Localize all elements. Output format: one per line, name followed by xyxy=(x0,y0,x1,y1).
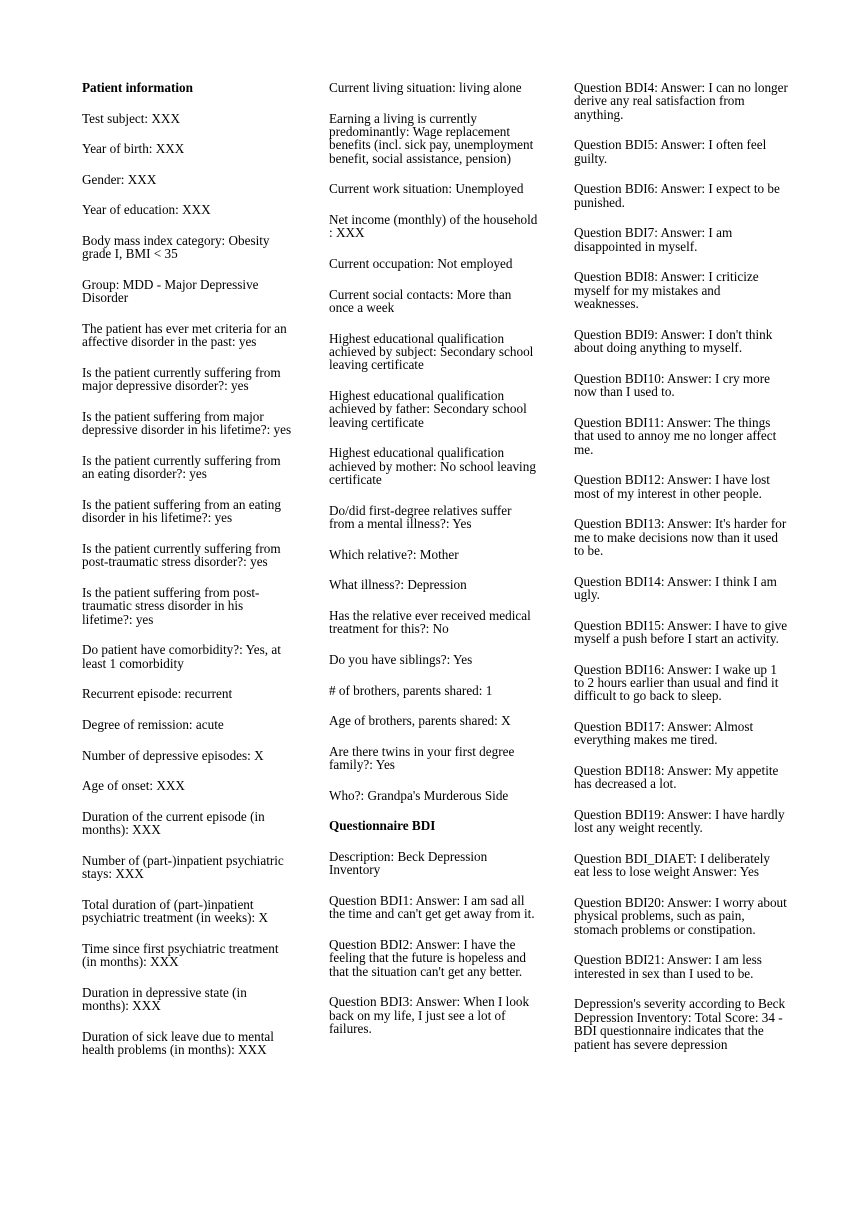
field-paragraph: Test subject: XXX xyxy=(82,110,180,126)
field-paragraph: Duration of sick leave due to mental health problems (in months): XXX xyxy=(82,1028,274,1058)
field-paragraph: Recurrent episode: recurrent xyxy=(82,686,233,702)
field-paragraph: Do/did first-degree relatives suffer from a mental illness?: Yes xyxy=(329,502,512,532)
field-paragraph: Question BDI8: Answer: I criticize myself for my mistakes and weaknesses. xyxy=(574,269,759,312)
field-paragraph: Question BDI3: Answer: When I look back on my life, I just see a lot of failures. xyxy=(329,994,530,1037)
field-paragraph: Degree of remission: acute xyxy=(82,716,224,732)
field-paragraph: Is the patient suffering from an eating disorder in his lifetime?: yes xyxy=(82,496,281,526)
field-paragraph: Net income (monthly) of the household : XXX xyxy=(329,212,538,241)
field-paragraph: Age of brothers, parents shared: X xyxy=(329,713,511,729)
field-paragraph: Question BDI9: Answer: I don't think about doing anything to myself. xyxy=(574,326,773,356)
field-paragraph: Is the patient currently suffering from an eating disorder?: yes xyxy=(82,452,281,482)
field-paragraph: Question BDI11: Answer: The things that used to annoy me no longer affect me. xyxy=(574,414,777,457)
field-paragraph: Year of birth: XXX xyxy=(82,141,185,157)
field-paragraph: Time since first psychiatric treatment (in months): XXX xyxy=(82,940,279,970)
field-paragraph: Question BDI16: Answer: I wake up 1 to 2 hours earlier than usual and find it difficult to go back to sleep. xyxy=(574,661,779,704)
field-paragraph: Number of depressive episodes: X xyxy=(82,747,264,763)
field-paragraph: Group: MDD - Major Depressive Disorder xyxy=(82,276,259,306)
field-paragraph: Question BDI21: Answer: I am less interested in sex than I used to be. xyxy=(574,952,762,981)
column-middle xyxy=(329,81,539,1053)
field-paragraph: Question BDI17: Answer: Almost everything makes me tired. xyxy=(574,719,754,748)
field-paragraph: Current living situation: living alone xyxy=(329,80,522,95)
field-paragraph: Has the relative ever received medical treatment for this?: No xyxy=(329,608,531,637)
field-paragraph: Earning a living is currently predominantly: Wage replacement benefits (incl. sick pay, unemployment benefit, social assistance, pension) xyxy=(329,110,534,166)
field-paragraph: Gender: XXX xyxy=(82,171,157,187)
field-paragraph: Is the patient currently suffering from major depressive disorder?: yes xyxy=(82,364,281,394)
field-paragraph: Question BDI2: Answer: I have the feeling that the future is hopeless and that the situation can't get any better. xyxy=(329,936,527,979)
field-paragraph: Total duration of (part-)inpatient psychiatric treatment (in weeks): X xyxy=(82,896,269,926)
field-paragraph: Who?: Grandpa's Murderous Side xyxy=(329,787,509,803)
field-paragraph: What illness?: Depression xyxy=(329,577,467,593)
field-paragraph: Question BDI5: Answer: I often feel guilty. xyxy=(574,137,767,166)
field-paragraph: Question BDI10: Answer: I cry more now than I used to. xyxy=(574,370,770,400)
field-paragraph: Question BDI6: Answer: I expect to be punished. xyxy=(574,181,780,210)
field-paragraph: Year of education: XXX xyxy=(82,202,211,218)
field-paragraph: Highest educational qualification achieved by subject: Secondary school leaving certificate xyxy=(329,330,534,373)
field-paragraph: Question BDI4: Answer: I can no longer derive any real satisfaction from anything. xyxy=(574,80,788,122)
field-paragraph: Are there twins in your first degree family?: Yes xyxy=(329,743,515,773)
field-paragraph: Is the patient currently suffering from post-traumatic stress disorder?: yes xyxy=(82,540,281,570)
field-paragraph: Duration in depressive state (in months): XXX xyxy=(82,984,247,1014)
field-paragraph: Question BDI18: Answer: My appetite has decreased a lot. xyxy=(574,763,779,792)
field-paragraph: Question BDI15: Answer: I have to give myself a push before I start an activity. xyxy=(574,617,788,647)
field-paragraph: Body mass index category: Obesity grade I, BMI < 35 xyxy=(82,232,270,262)
field-paragraph: Is the patient suffering from major depressive disorder in his lifetime?: yes xyxy=(82,408,292,438)
field-paragraph: Question BDI1: Answer: I am sad all the time and can't get get away from it. xyxy=(329,892,535,922)
field-paragraph: Depression's severity according to Beck Depression Inventory: Total Score: 34 - BDI questionnaire indicates that the patient has severe depression xyxy=(574,996,786,1052)
column-right xyxy=(574,81,788,1068)
field-paragraph: Is the patient suffering from post-traumatic stress disorder in his lifetime?: yes xyxy=(82,584,260,627)
field-paragraph: Question BDI13: Answer: It's harder for me to make decisions now than it used to be. xyxy=(574,516,787,559)
field-paragraph: Do patient have comorbidity?: Yes, at least 1 comorbidity xyxy=(82,642,281,671)
field-paragraph: Duration of the current episode (in months): XXX xyxy=(82,808,265,838)
field-paragraph: Question BDI14: Answer: I think I am ugly. xyxy=(574,573,777,603)
field-paragraph: Highest educational qualification achieved by father: Secondary school leaving certificate xyxy=(329,388,527,430)
field-paragraph: Question BDI19: Answer: I have hardly lost any weight recently. xyxy=(574,807,785,836)
column-left xyxy=(82,81,296,1074)
field-paragraph: Highest educational qualification achieved by mother: No school leaving certificate xyxy=(329,445,536,488)
section-heading: Patient information xyxy=(82,80,193,95)
field-paragraph: Question BDI20: Answer: I worry about physical problems, such as pain, stomach problems or constipation. xyxy=(574,895,787,937)
field-paragraph: Question BDI_DIAET: I deliberately eat less to lose weight Answer: Yes xyxy=(574,851,771,880)
field-paragraph: Question BDI7: Answer: I am disappointed in myself. xyxy=(574,225,733,254)
field-paragraph: # of brothers, parents shared: 1 xyxy=(329,682,493,698)
field-paragraph: The patient has ever met criteria for an affective disorder in the past: yes xyxy=(82,320,287,350)
field-paragraph: Description: Beck Depression Inventory xyxy=(329,848,488,878)
section-heading: Questionnaire BDI xyxy=(329,818,436,834)
field-paragraph: Current social contacts: More than once a week xyxy=(329,286,512,315)
field-paragraph: Which relative?: Mother xyxy=(329,546,459,562)
field-paragraph: Do you have siblings?: Yes xyxy=(329,652,473,667)
field-paragraph: Question BDI12: Answer: I have lost most of my interest in other people. xyxy=(574,472,770,501)
field-paragraph: Age of onset: XXX xyxy=(82,778,185,794)
field-paragraph: Current work situation: Unemployed xyxy=(329,181,524,197)
field-paragraph: Current occupation: Not employed xyxy=(329,256,513,271)
field-paragraph: Number of (part-)inpatient psychiatric stays: XXX xyxy=(82,852,284,882)
